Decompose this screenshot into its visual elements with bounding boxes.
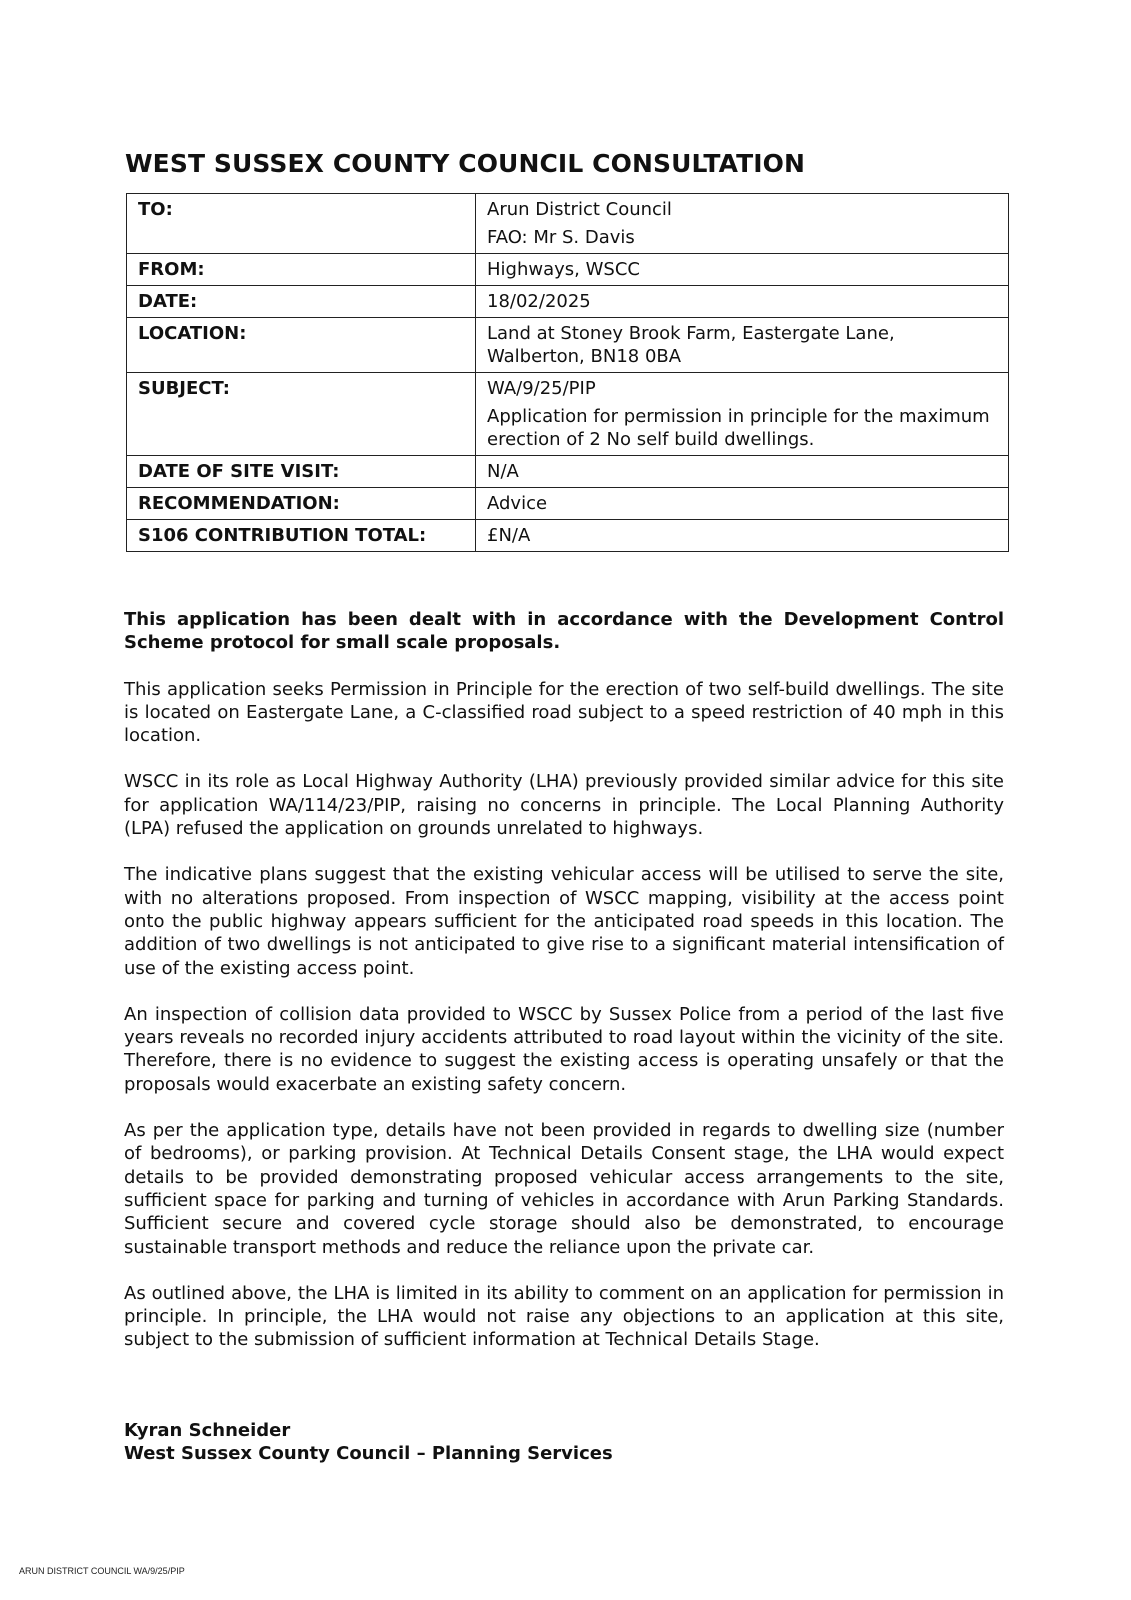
value-to-line-1: Arun District Council [487,199,672,220]
value-site-visit-line-1: N/A [487,461,519,482]
label-s106: S106 CONTRIBUTION TOTAL: [127,520,476,552]
value-location [476,318,1009,373]
value-site-visit [476,456,1009,488]
consultation-header-table [126,193,1009,552]
value-subject [476,373,1009,456]
label-from: FROM: [127,254,476,286]
paragraph-4: An inspection of collision data provided to WSCC by Sussex Police from a period of the last five years reveals no recorded injury accidents attributed to road layout within the vicinity of the site. Therefore, there is no evidence to suggest the existing access is operating unsafely or that the proposals would exacerbate an existing safety concern. [124,1003,1004,1095]
label-date: DATE: [127,286,476,318]
value-s106 [476,520,1009,552]
value-from-line-1: Highways, WSCC [487,259,640,280]
signatory-organisation: West Sussex County Council – Planning Services [124,1443,613,1464]
table-row-location [127,318,1009,373]
table-row-site-visit [127,456,1009,488]
value-date-line-1: 18/02/2025 [487,291,591,312]
value-location-line-1: Land at Stoney Brook Farm, Eastergate Lane, Walberton, BN18 0BA [487,323,895,367]
value-to-line-2: FAO: Mr S. Davis [487,227,635,248]
paragraph-6: As outlined above, the LHA is limited in its ability to comment on an application for permission in principle. In principle, the LHA would not raise any objections to an application at this site, subject to the submission of sufficient information at Technical Details Stage. [124,1282,1004,1351]
table-row-s106 [127,520,1009,552]
signature-block [124,1419,613,1465]
paragraph-5: As per the application type, details have not been provided in regards to dwelling size (number of bedrooms), or parking provision. At Technical Details Consent stage, the LHA would expect details to be provided demonstrating proposed vehicular access arrangements to the site, sufficient space for parking and turning of vehicles in accordance with Arun Parking Standards. Sufficient secure and covered cycle storage should also be demonstrated, to encourage sustainable transport methods and reduce the reliance upon the private car. [124,1120,1004,1258]
intro-statement: This application has been dealt with in accordance with the Development Control Scheme protocol for small scale proposals. [124,609,1004,654]
value-date [476,286,1009,318]
value-from [476,254,1009,286]
label-subject: SUBJECT: [127,373,476,456]
page-title: WEST SUSSEX COUNTY COUNCIL CONSULTATION [125,149,806,178]
signatory-name: Kyran Schneider [124,1420,291,1441]
value-subject-reference: WA/9/25/PIP [487,378,596,399]
table-row-to [127,194,1009,254]
footer-reference: ARUN DISTRICT COUNCIL WA/9/25/PIP [19,1566,185,1576]
table-row-recommendation [127,488,1009,520]
paragraph-1: This application seeks Permission in Principle for the erection of two self-build dwellings. The site is located on Eastergate Lane, a C-classified road subject to a speed restriction of 40 mph in this location. [124,678,1004,747]
paragraph-3: The indicative plans suggest that the existing vehicular access will be utilised to serve the site, with no alterations proposed. From inspection of WSCC mapping, visibility at the access point onto the public highway appears sufficient for the anticipated road speeds in this location. The addition of two dwellings is not anticipated to give rise to a significant material intensification of use of the existing access point. [124,864,1004,979]
table-row-date [127,286,1009,318]
label-to: TO: [127,194,476,254]
value-to [476,194,1009,254]
document-body [124,608,1004,1375]
table-row-subject [127,373,1009,456]
value-recommendation-line-1: Advice [487,493,548,514]
value-s106-line-1: £N/A [487,525,531,546]
value-recommendation [476,488,1009,520]
paragraph-2: WSCC in its role as Local Highway Authority (LHA) previously provided similar advice for this site for application WA/114/23/PIP, raising no concerns in principle. The Local Planning Authority (LPA) refused the application on grounds unrelated to highways. [124,771,1004,840]
value-subject-description: Application for permission in principle for the maximum erection of 2 No self build dwellings. [487,406,990,450]
label-location: LOCATION: [127,318,476,373]
table-row-from [127,254,1009,286]
label-recommendation: RECOMMENDATION: [127,488,476,520]
label-site-visit: DATE OF SITE VISIT: [127,456,476,488]
